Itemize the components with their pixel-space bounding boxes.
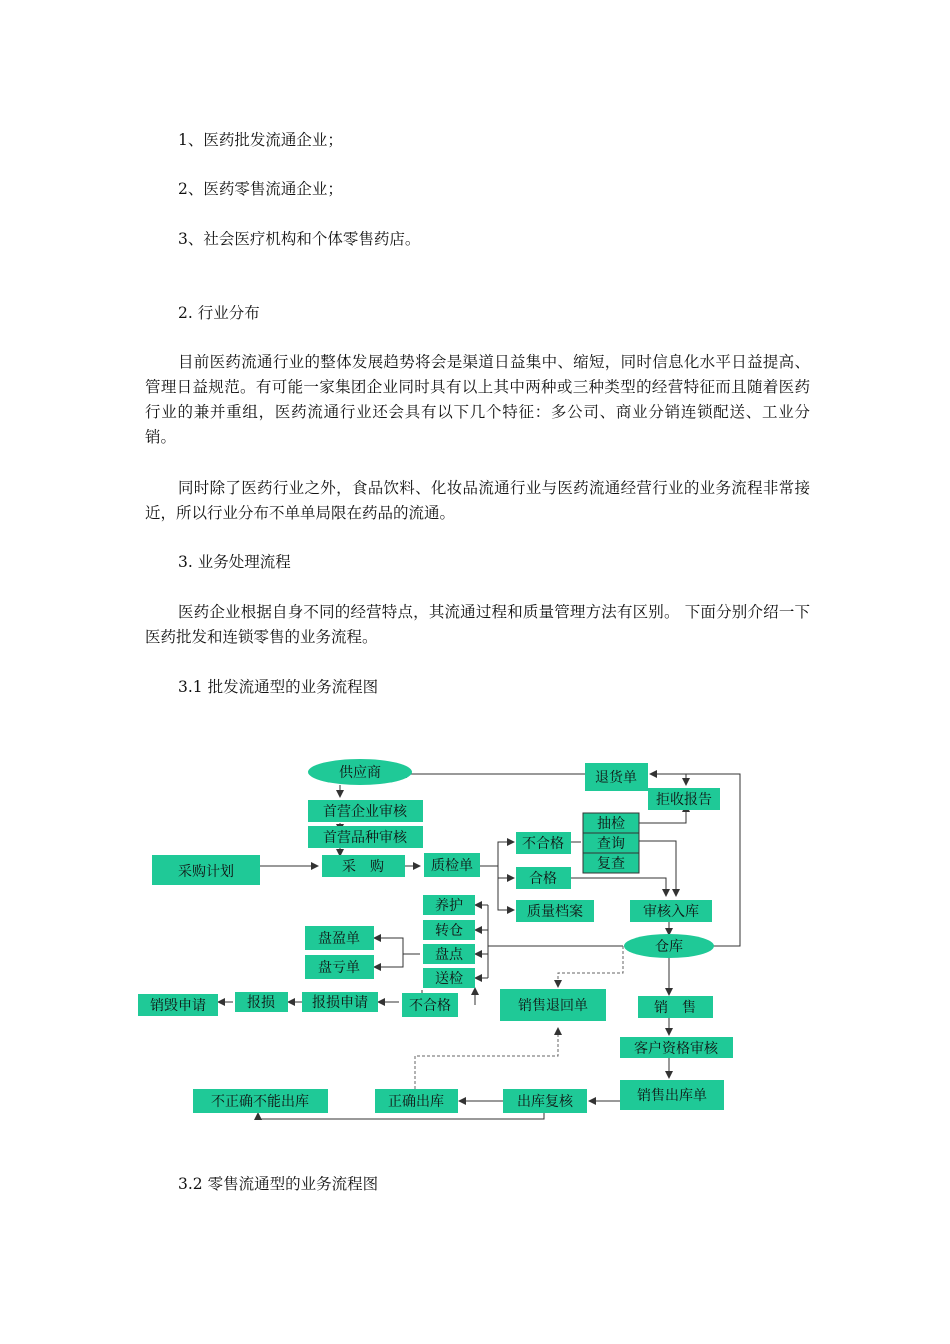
node-stocktake: [423, 944, 475, 964]
node-first-enterprise: [308, 800, 423, 822]
node-supplier: [308, 759, 412, 785]
svg-text:转仓: 转仓: [435, 923, 463, 939]
svg-text:报损申请: 报损申请: [312, 995, 368, 1011]
svg-text:盘盈单: 盘盈单: [318, 931, 360, 947]
svg-text:销毁申请: 销毁申请: [150, 998, 206, 1014]
svg-text:送检: 送检: [435, 971, 463, 987]
svg-text:质检单: 质检单: [431, 858, 473, 874]
svg-text:供应商: 供应商: [339, 765, 381, 781]
svg-text:客户资格审核: 客户资格审核: [634, 1041, 718, 1057]
svg-text:拒收报告: 拒收报告: [656, 792, 712, 808]
list-item-3: 3、社会医疗机构和个体零售药店。: [178, 230, 421, 248]
node-customer-audit: [620, 1037, 733, 1058]
svg-text:质量档案: 质量档案: [527, 904, 583, 920]
svg-text:审核入库: 审核入库: [643, 904, 699, 920]
node-quality-file: [516, 900, 594, 922]
node-transfer: [423, 920, 475, 940]
node-recheck: [583, 853, 639, 873]
node-maintain: [423, 895, 475, 915]
svg-text:销 售: 销 售: [654, 1000, 696, 1016]
section3-heading: 3. 业务处理流程: [178, 553, 291, 571]
svg-text:正确出库: 正确出库: [388, 1094, 444, 1110]
svg-text:合格: 合格: [529, 871, 557, 887]
node-deficit: [305, 955, 374, 979]
list-item-1: 1、医药批发流通企业；: [178, 131, 343, 149]
node-sales: [638, 996, 713, 1018]
svg-text:首营品种审核: 首营品种审核: [323, 830, 407, 846]
svg-text:退货单: 退货单: [595, 770, 637, 786]
svg-text:查询: 查询: [597, 836, 625, 852]
svg-text:仓库: 仓库: [655, 939, 683, 955]
svg-text:盘亏单: 盘亏单: [318, 960, 360, 976]
node-loss: [235, 992, 288, 1012]
section2-paragraph-2: 同时除了医药行业之外，食品饮料、化妆品流通行业与医药流通经营行业的业务流程非常接近，所以行业分布不单单局限在药品的流通。: [145, 479, 810, 522]
node-inquiry: [583, 833, 639, 853]
svg-text:抽检: 抽检: [597, 816, 625, 832]
node-loss-apply: [302, 992, 378, 1012]
svg-text:首营企业审核: 首营企业审核: [323, 804, 407, 820]
node-purchase-plan: [152, 855, 260, 885]
section2-heading: 2. 行业分布: [178, 304, 260, 322]
node-reject-report: [648, 788, 720, 810]
node-destroy-apply: [138, 994, 218, 1016]
node-send-check: [423, 968, 475, 988]
node-audit-in: [630, 900, 712, 922]
svg-text:报损: 报损: [247, 995, 275, 1011]
svg-text:不合格: 不合格: [522, 836, 564, 852]
node-sales-out: [620, 1080, 724, 1110]
svg-text:采购计划: 采购计划: [178, 864, 234, 880]
node-correct-out: [375, 1089, 458, 1113]
wholesale-flowchart: [130, 745, 750, 1135]
node-purchase: [322, 855, 405, 877]
node-sales-return: [500, 989, 606, 1021]
svg-text:销售退回单: 销售退回单: [518, 998, 588, 1014]
node-qc-sheet: [424, 853, 480, 877]
section2-paragraph-1: 目前医药流通行业的整体发展趋势将会是渠道日益集中、缩短，同时信息化水平日益提高、管理日益规范。有可能一家集团企业同时具有以上其中两种或三种类型的经营特征而且随着医药行业的兼并重组，医药流通行业还会具有以下几个特征：多公司、商业分销连锁配送、工业分销。: [145, 353, 810, 446]
figure-3-2-title: 3.2 零售流通型的业务流程图: [178, 1175, 379, 1193]
node-warehouse: [624, 934, 714, 958]
node-surplus: [305, 926, 374, 950]
node-first-product: [308, 826, 423, 848]
figure-3-1-title: 3.1 批发流通型的业务流程图: [178, 678, 379, 696]
node-sampling: [583, 813, 639, 833]
svg-text:出库复核: 出库复核: [517, 1094, 573, 1110]
node-return-sheet: [585, 763, 648, 791]
svg-text:复查: 复查: [597, 856, 625, 872]
node-qualified: [516, 867, 571, 889]
node-unqualified-2: [402, 993, 458, 1017]
svg-text:销售出库单: 销售出库单: [637, 1088, 707, 1104]
list-item-2: 2、医药零售流通企业；: [178, 180, 343, 198]
svg-text:采 购: 采 购: [342, 859, 384, 875]
svg-text:养护: 养护: [435, 898, 463, 914]
svg-text:不正确不能出库: 不正确不能出库: [211, 1094, 309, 1110]
node-unqualified-1: [516, 832, 571, 854]
node-incorrect-out: [193, 1089, 328, 1113]
node-out-recheck: [503, 1089, 587, 1113]
svg-text:不合格: 不合格: [409, 998, 451, 1014]
section3-paragraph-1: 医药企业根据自身不同的经营特点，其流通过程和质量管理方法有区别。 下面分别介绍一下医药批发和连锁零售的业务流程。: [145, 603, 810, 646]
svg-text:盘点: 盘点: [435, 947, 463, 963]
